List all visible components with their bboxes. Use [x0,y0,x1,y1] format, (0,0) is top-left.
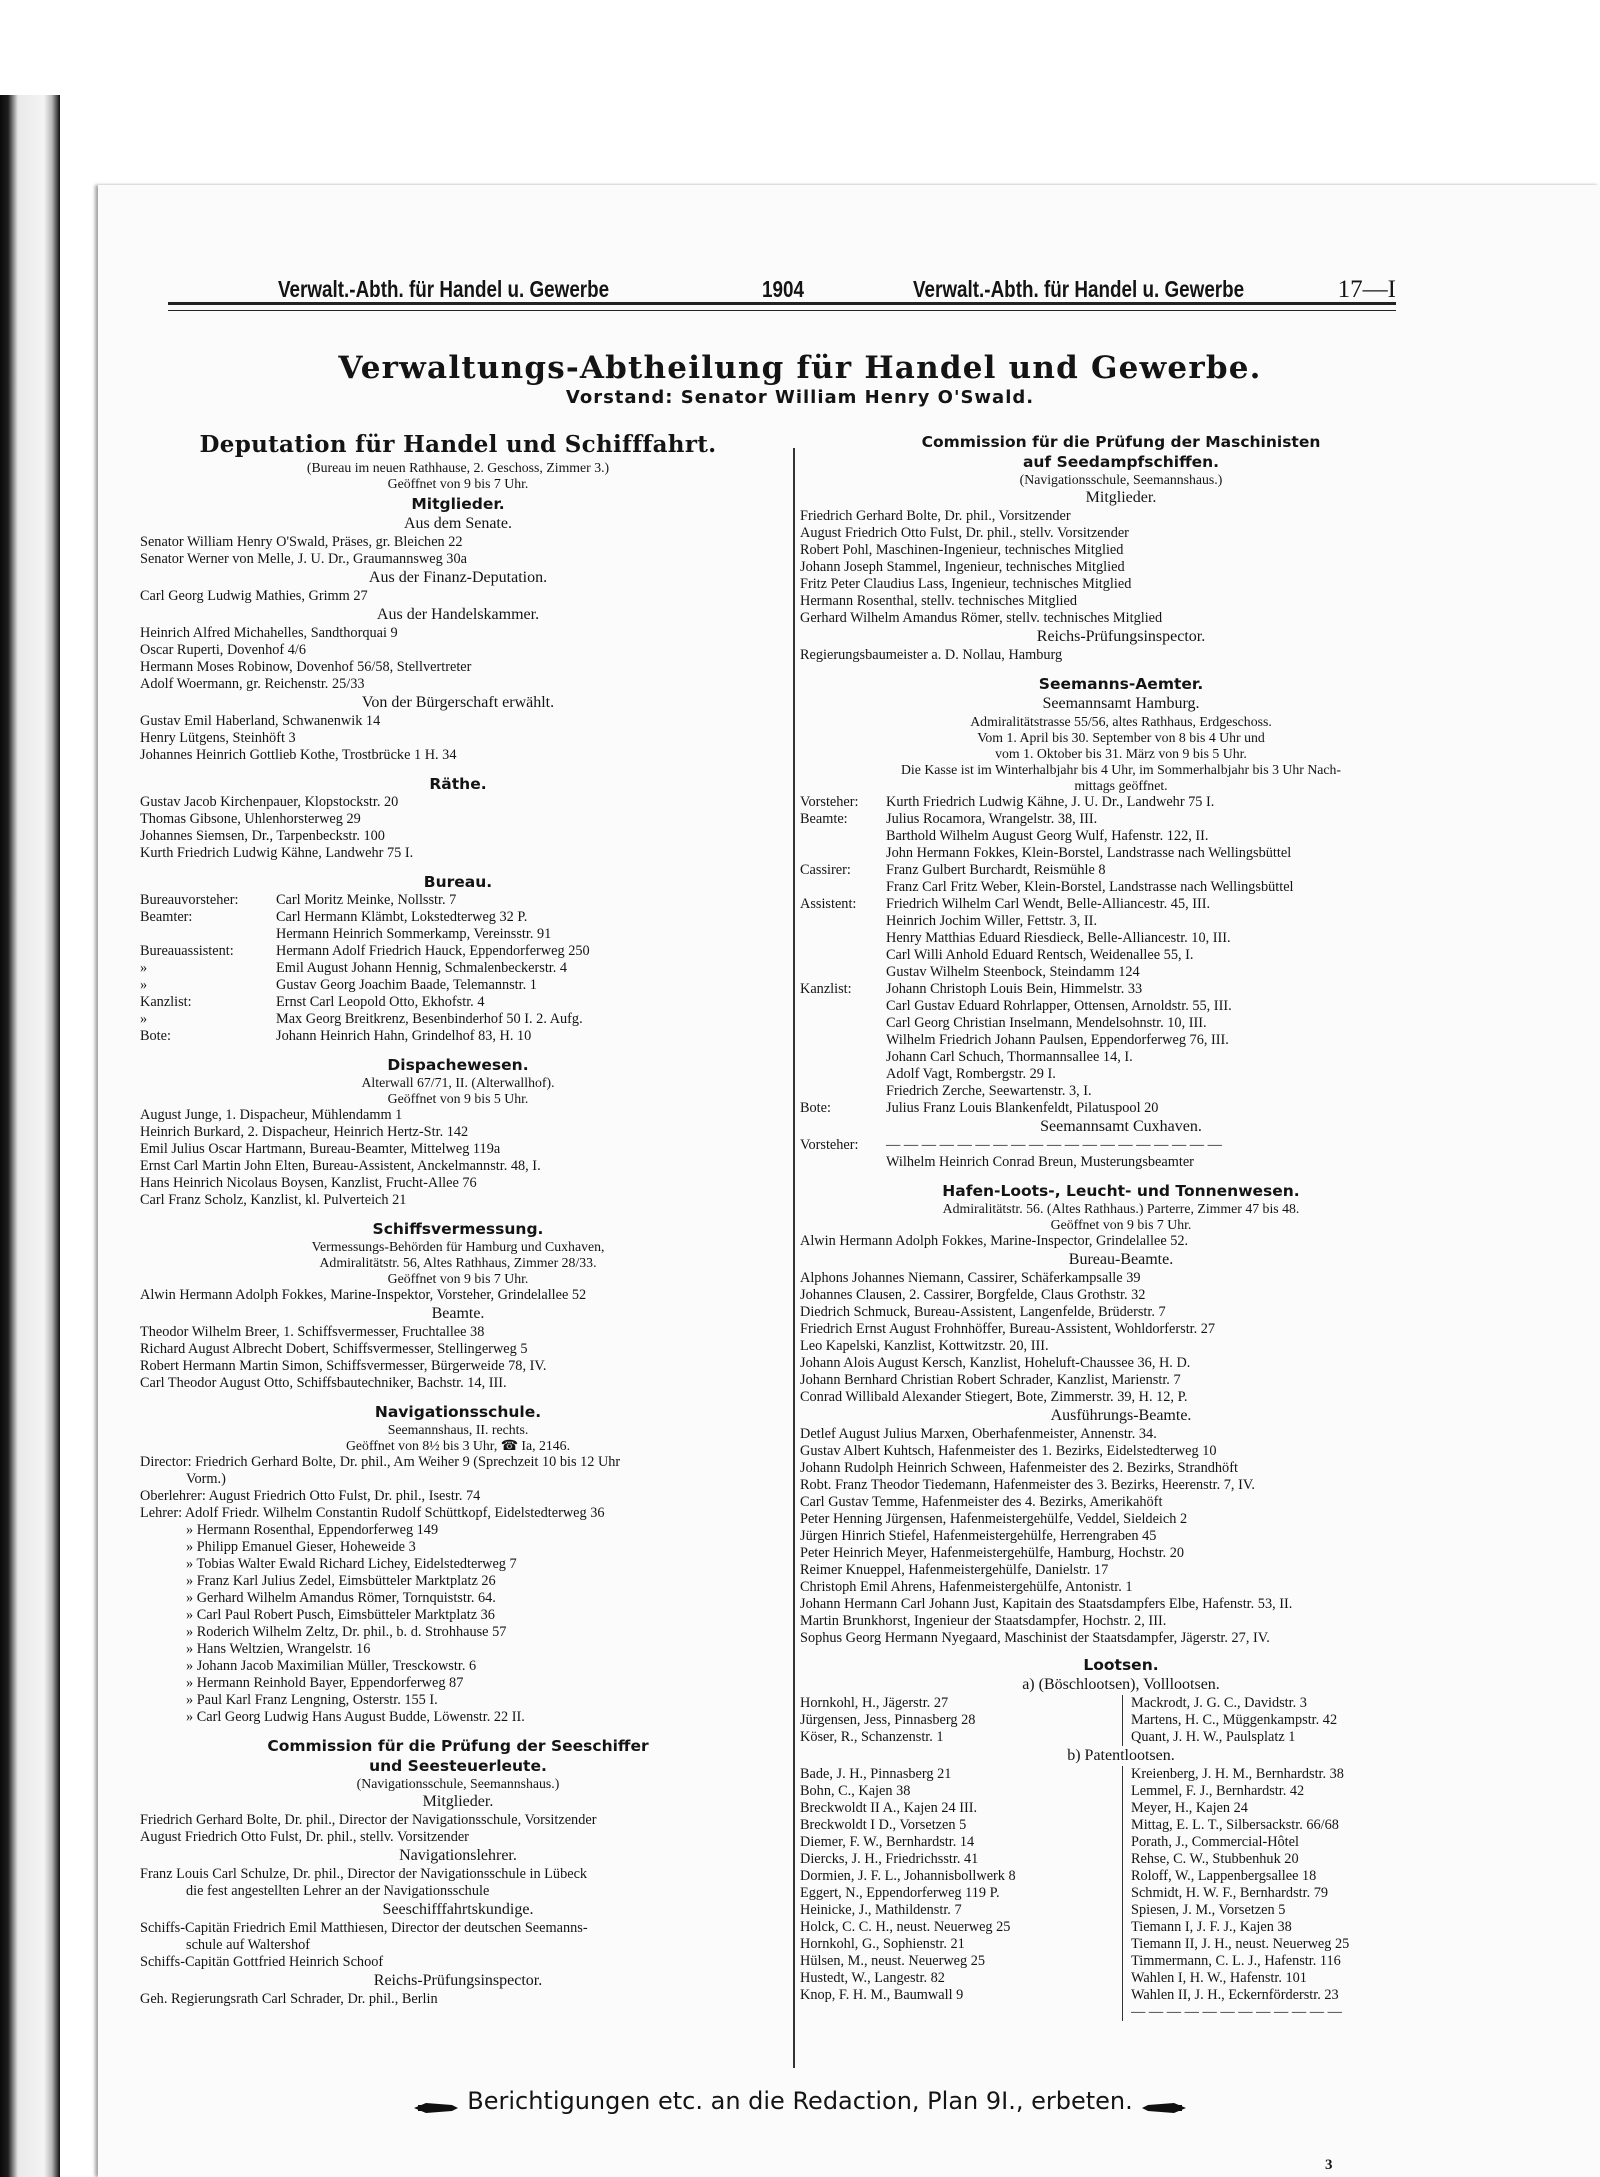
list-item: Friedrich Gerhard Bolte, Dr. phil., Vorsitzender [800,508,1071,524]
list-item: Christoph Emil Ahrens, Hafenmeistergehülfe, Antonistr. 1 [800,1579,1133,1595]
table-column [800,1695,1123,1746]
list-item: Peter Heinrich Meyer, Hafenmeistergehülfe, Hamburg, Hochstr. 20 [800,1545,1185,1561]
entry-text: Carl Hermann Klämbt, Lokstedterweg 32 P. [276,909,528,925]
entry-text: Ernst Carl Leopold Otto, Ekhofstr. 4 [276,994,485,1010]
list-item: Alphons Johannes Niemann, Cassirer, Schäferkampsalle 39 [800,1270,1141,1286]
entry-text: Kurth Friedrich Ludwig Kähne, J. U. Dr., Landwehr 75 I. [886,794,1215,810]
list-item: Kurth Friedrich Ludwig Kähne, Landwehr 75 I. [140,845,414,861]
column-divider [793,448,795,2068]
list-item: Johann Alois August Kersch, Kanzlist, Hoheluft-Chaussee 36, H. D. [800,1355,1191,1371]
list-item: Sophus Georg Hermann Nyegaard, Maschinist der Staatsdampfer, Jägerstr. 27, IV. [800,1630,1270,1646]
subheading: a) (Böschlootsen), Volllootsen. [1022,1676,1220,1693]
section-heading: Seemanns-Aemter. [1038,675,1204,693]
section-heading: Deputation für Handel und Schifffahrt. [199,431,717,458]
list-item: Adolf Woermann, gr. Reichenstr. 25/33 [140,676,365,692]
role-label: Kanzlist: [800,981,852,997]
list-item [800,845,1442,862]
subheading: Aus der Finanz-Deputation. [368,569,548,586]
role-label: Beamte: [800,811,848,827]
list-item: Schiffs-Capitän Gottfried Heinrich Schoof [140,1954,384,1970]
note: Admiralitätstr. 56, Altes Rathhaus, Zimmer 28/33. [319,1255,597,1270]
note: Geöffnet von 9 bis 5 Uhr. [387,1091,529,1106]
bureau-section [140,872,776,1045]
list-item: Gustav Jacob Kirchenpauer, Klopstockstr. 20 [140,794,399,810]
list-item: Dormien, J. F. L., Johannisbollwerk 8 [800,1868,1016,1884]
list-item: Robert Hermann Martin Simon, Schiffsvermesser, Bürgerweide 78, IV. [140,1358,547,1374]
note: mittags geöffnet. [1074,778,1168,793]
subheading: Bureau-Beamte. [1068,1251,1174,1268]
list-item: Lehrer: Adolf Friedr. Wilhelm Constantin Rudolf Schüttkopf, Eidelstedterweg 36 [140,1505,605,1521]
note: Vermessungs-Behörden für Hamburg und Cuxhaven, [311,1239,605,1254]
section-heading: Commission für die Prüfung der Maschinisten [921,433,1321,451]
note: Geöffnet von 9 bis 7 Uhr. [387,476,529,491]
entry-text: Carl Gustav Eduard Rohrlapper, Ottensen, Arnoldstr. 55, III. [886,998,1232,1014]
right-column [800,430,1442,2031]
list-item: Alwin Hermann Adolph Fokkes, Marine-Inspector, Grindelallee 52. [800,1233,1189,1249]
list-item: schule auf Waltershof [186,1937,311,1953]
subheading: Von der Bürgerschaft erwählt. [361,694,555,711]
list-item: Tiemann I, J. F. J., Kajen 38 [1131,1919,1292,1935]
seeschiffer-section [140,1736,776,2008]
subheading: Seemannsamt Cuxhaven. [1040,1118,1202,1135]
list-item: » Tobias Walter Ewald Richard Lichey, Eidelstedterweg 7 [186,1556,517,1572]
entry-text: Johann Heinrich Hahn, Grindelhof 83, H. 10 [276,1028,532,1044]
list-item: Vorm.) [186,1471,226,1487]
list-item: Roloff, W., Lappenbergsallee 18 [1131,1868,1317,1884]
list-item: Tiemann II, J. H., neust. Neuerweg 25 [1131,1936,1350,1952]
list-item: Diedrich Schmuck, Bureau-Assistent, Langenfelde, Brüderstr. 7 [800,1304,1166,1320]
list-item: Senator Werner von Melle, J. U. Dr., Graumannsweg 30a [140,551,467,567]
entry-text: Carl Moritz Meinke, Nollsstr. 7 [276,892,457,908]
list-item: Geh. Regierungsrath Carl Schrader, Dr. phil., Berlin [140,1991,438,2007]
section-heading: auf Seedampfschiffen. [1022,453,1220,471]
list-item: Fritz Peter Claudius Lass, Ingenieur, technisches Mitglied [800,576,1132,592]
role-label: » [140,977,148,993]
entry-text: Julius Franz Louis Blankenfeldt, Pilatuspool 20 [886,1100,1159,1116]
list-item [800,1137,1442,1154]
list-item: August Friedrich Otto Fulst, Dr. phil., stellv. Vorsitzender [140,1829,469,1845]
list-item: Regierungsbaumeister a. D. Nollau, Hamburg [800,647,1063,663]
list-item: Johannes Clausen, 2. Cassirer, Borgfelde, Claus Grothstr. 32 [800,1287,1146,1303]
list-item [140,909,776,926]
subheading: Mitglieder. [1085,489,1157,506]
list-item [800,879,1442,896]
list-item: Henry Lütgens, Steinhöft 3 [140,730,296,746]
schiffsvermessung-section [140,1219,776,1392]
deputation-section [140,430,776,764]
entry-text: Johann Carl Schuch, Thormannsallee 14, I. [886,1049,1133,1065]
note: (Bureau im neuen Rathhause, 2. Geschoss, Zimmer 3.) [306,460,610,475]
role-label: Vorsteher: [800,1137,859,1153]
list-item: Meyer, H., Kajen 24 [1131,1800,1248,1816]
subheading: Aus der Handelskammer. [376,606,540,623]
list-item: Richard August Albrecht Dobert, Schiffsvermesser, Stellingerweg 5 [140,1341,528,1357]
entry-text: Hermann Heinrich Sommerkamp, Vereinsstr. 91 [276,926,552,942]
list-item [140,1011,776,1028]
entry-text: Franz Gulbert Burchardt, Reismühle 8 [886,862,1106,878]
list-item [800,1032,1442,1049]
list-item: August Friedrich Otto Fulst, Dr. phil., stellv. Vorsitzender [800,525,1129,541]
note: Geöffnet von 9 bis 7 Uhr. [1050,1217,1192,1232]
list-item [800,1049,1442,1066]
list-item [140,960,776,977]
list-item: Lemmel, F. J., Bernhardstr. 42 [1131,1783,1305,1799]
subheading: Mitglieder. [422,1793,494,1810]
list-item: Reimer Knueppel, Hafenmeistergehülfe, Danielstr. 17 [800,1562,1109,1578]
subheading: Reichs-Prüfungsinspector. [373,1972,543,1989]
list-item: Robert Pohl, Maschinen-Ingenieur, technisches Mitglied [800,542,1124,558]
list-item: Johannes Siemsen, Dr., Tarpenbeckstr. 100 [140,828,385,844]
list-item [800,913,1442,930]
list-item: Bohn, C., Kajen 38 [800,1783,911,1799]
note: Admiralitätstr. 56. (Altes Rathhaus.) Parterre, Zimmer 47 bis 48. [942,1201,1300,1216]
note: Geöffnet von 9 bis 7 Uhr. [387,1271,529,1286]
list-item: Carl Franz Scholz, Kanzlist, kl. Pulverteich 21 [140,1192,407,1208]
list-item [800,896,1442,913]
entry-text: Franz Carl Fritz Weber, Klein-Borstel, Landstrasse nach Wellingsbüttel [886,879,1294,895]
entry-text: Carl Georg Christian Inselmann, Mendelsohnstr. 10, III. [886,1015,1207,1031]
page-number: 3 [1325,2157,1333,2173]
role-label: Bote: [140,1028,171,1044]
list-item: » Hermann Rosenthal, Eppendorferweg 149 [186,1522,439,1538]
role-label: » [140,1011,148,1027]
role-label: Kanzlist: [140,994,192,1010]
note: Vom 1. April bis 30. September von 8 bis 4 Uhr und [977,730,1265,745]
section-heading: Hafen-Loots-, Leucht- und Tonnenwesen. [942,1182,1300,1200]
list-item: Jürgensen, Jess, Pinnasberg 28 [800,1712,976,1728]
seemannsaemter-section [800,674,1442,1171]
list-item: » Carl Georg Ludwig Hans August Budde, Löwenstr. 22 II. [186,1709,525,1725]
list-item: Jürgen Hinrich Stiefel, Hafenmeistergehülfe, Herrengraben 45 [800,1528,1157,1544]
list-item [140,977,776,994]
entry-text: Gustav Georg Joachim Baade, Telemannstr. 1 [276,977,537,993]
list-item [800,811,1442,828]
entry-text: Adolf Vagt, Rombergstr. 29 I. [886,1066,1056,1082]
footer-text: Berichtigungen etc. an die Redaction, Plan 9I., erbeten. [467,2087,1133,2115]
entry-text: Heinrich Jochim Willer, Fettstr. 3, II. [886,913,1098,929]
role-label: Bote: [800,1100,831,1116]
list-item: Heinicke, J., Mathildenstr. 7 [800,1902,962,1918]
list-item: Wahlen II, J. H., Eckernförderstr. 23 [1131,1987,1339,2003]
section-heading: Navigationsschule. [374,1403,542,1421]
list-item [140,892,776,909]
entry-text: Barthold Wilhelm August Georg Wulf, Hafenstr. 122, II. [886,828,1209,844]
list-item: Bade, J. H., Pinnasberg 21 [800,1766,952,1782]
list-item: Breckwoldt II A., Kajen 24 III. [800,1800,978,1816]
page-subtitle: Vorstand: Senator William Henry O'Swald. [565,387,1035,408]
page-title: Verwaltungs-Abtheilung für Handel und Gewerbe. [338,350,1262,386]
list-item: Hustedt, W., Langestr. 82 [800,1970,945,1986]
header-rule [168,302,1396,311]
list-item: die fest angestellten Lehrer an der Navigationsschule [186,1883,490,1899]
list-item: Heinrich Alfred Michahelles, Sandthorquai 9 [140,625,398,641]
list-item: Mittag, E. L. T., Silbersackstr. 66/68 [1131,1817,1339,1833]
subheading: Aus dem Senate. [404,515,512,532]
list-item [800,947,1442,964]
list-item [800,930,1442,947]
list-item: Leo Kapelski, Kanzlist, Kottwitzstr. 20, III. [800,1338,1049,1354]
list-item: Franz Louis Carl Schulze, Dr. phil., Director der Navigationsschule in Lübeck [140,1866,588,1882]
list-item: Hermann Moses Robinow, Dovenhof 56/58, Stellvertreter [140,659,472,675]
note: (Navigationsschule, Seemannshaus.) [1019,472,1223,487]
entry-text: Wilhelm Heinrich Conrad Breun, Musterungsbeamter [886,1154,1194,1170]
list-item: Senator William Henry O'Swald, Präses, gr. Bleichen 22 [140,534,463,550]
list-item: Porath, J., Commercial-Hôtel [1131,1834,1299,1850]
subheading: Mitglieder. [411,495,505,513]
list-item: Timmermann, C. L. J., Hafenstr. 116 [1131,1953,1341,1969]
entry-text: Max Georg Breitkrenz, Besenbinderhof 50 I. 2. Aufg. [276,1011,583,1027]
list-item: Spiesen, J. M., Vorsetzen 5 [1131,1902,1286,1918]
pointing-hand-icon [412,2094,460,2110]
subheading: b) Patentlootsen. [1067,1747,1175,1764]
list-item [800,862,1442,879]
list-item: Director: Friedrich Gerhard Bolte, Dr. phil., Am Weiher 9 (Sprechzeit 10 bis 12 Uhr [140,1454,621,1470]
maschinisten-section [800,432,1442,664]
list-item [800,828,1442,845]
list-item: Johann Bernhard Christian Robert Schrader, Kanzlist, Marienstr. 7 [800,1372,1181,1388]
list-item: Wahlen I, H. W., Hafenstr. 101 [1131,1970,1307,1986]
list-item: Martens, H. C., Müggenkampstr. 42 [1131,1712,1338,1728]
subheading: Ausführungs-Beamte. [1050,1407,1192,1424]
list-item: Köser, R., Schanzenstr. 1 [800,1729,944,1745]
entry-text: Johann Christoph Louis Bein, Himmelstr. 33 [886,981,1143,997]
list-item [800,794,1442,811]
entry-text: Gustav Wilhelm Steenbock, Steindamm 124 [886,964,1140,980]
list-item: Johann Hermann Carl Johann Just, Kapitain des Staatsdampfers Elbe, Hafenstr. 53, II. [800,1596,1293,1612]
list-item: Theodor Wilhelm Breer, 1. Schiffsvermesser, Fruchtallee 38 [140,1324,485,1340]
boeschlootsen-table [800,1695,1442,1746]
entry-text: Friedrich Wilhelm Carl Wendt, Belle-Alliancestr. 45, III. [886,896,1211,912]
header-page: 17—I [1337,276,1396,303]
list-item: Gustav Emil Haberland, Schwanenwik 14 [140,713,381,729]
note: vom 1. Oktober bis 31. März von 9 bis 5 Uhr. [995,746,1247,761]
list-item: Thomas Gibsone, Uhlenhorsterweg 29 [140,811,361,827]
hafen-section [800,1181,1442,2021]
list-item [800,1015,1442,1032]
entry-text: Wilhelm Friedrich Johann Paulsen, Eppendorferweg 76, III. [886,1032,1229,1048]
list-item: Alwin Hermann Adolph Fokkes, Marine-Inspektor, Vorsteher, Grindelallee 52 [140,1287,587,1303]
entry-text: — — — — — — — — — — — — — — — — — — — [886,1137,1222,1153]
list-item: Carl Georg Ludwig Mathies, Grimm 27 [140,588,368,604]
list-item: Peter Henning Jürgensen, Hafenmeistergehülfe, Veddel, Sieldeich 2 [800,1511,1188,1527]
subheading: Lootsen. [1083,1656,1159,1674]
list-item: Johann Joseph Stammel, Ingenieur, technisches Mitglied [800,559,1125,575]
list-item: August Junge, 1. Dispacheur, Mühlendamm 1 [140,1107,403,1123]
section-heading: Räthe. [429,775,487,793]
list-item [800,1100,1442,1117]
list-item: Diercks, J. H., Friedrichsstr. 41 [800,1851,979,1867]
list-item: Hermann Rosenthal, stellv. technisches Mitglied [800,593,1078,609]
list-item: Carl Gustav Temme, Hafenmeister des 4. Bezirks, Amerikahöft [800,1494,1163,1510]
list-item: » Philipp Emanuel Gieser, Hoheweide 3 [186,1539,416,1555]
list-item: Conrad Willibald Alexander Stiegert, Bote, Zimmerstr. 39, H. 12, P. [800,1389,1188,1405]
note: Die Kasse ist im Winterhalbjahr bis 4 Uhr, im Sommerhalbjahr bis 3 Uhr Nach- [900,762,1342,777]
section-heading: Bureau. [423,873,493,891]
entry-text: Julius Rocamora, Wrangelstr. 38, III. [886,811,1098,827]
raethe-section [140,774,776,862]
section-heading: Schiffsvermessung. [372,1220,544,1238]
list-item: Gustav Albert Kuhtsch, Hafenmeister des 1. Bezirks, Eidelstedterweg 10 [800,1443,1217,1459]
list-item: Emil Julius Oscar Hartmann, Bureau-Beamter, Mittelweg 119a [140,1141,501,1157]
list-item: Schmidt, H. W. F., Bernhardstr. 79 [1131,1885,1329,1901]
dispache-section [140,1055,776,1209]
footer-notice [0,2087,1600,2115]
list-item [140,1028,776,1045]
list-item: Holck, C. C. H., neust. Neuerweg 25 [800,1919,1011,1935]
list-item: Hornkohl, H., Jägerstr. 27 [800,1695,949,1711]
list-item: Breckwoldt I D., Vorsetzen 5 [800,1817,967,1833]
list-item: Johann Rudolph Heinrich Schween, Hafenmeister des 2. Bezirks, Strandhöft [800,1460,1238,1476]
list-item [140,943,776,960]
header-left: Verwalt.-Abth. für Handel u. Gewerbe [278,276,610,302]
list-item: » Hans Weltzien, Wrangelstr. 16 [186,1641,371,1657]
list-item: Oscar Ruperti, Dovenhof 4/6 [140,642,306,658]
list-item: Martin Brunkhorst, Ingenieur der Staatsdampfer, Hochstr. 2, III. [800,1613,1167,1629]
note: Alterwall 67/71, II. (Alterwallhof). [361,1075,555,1090]
list-item [800,998,1442,1015]
patentlootsen-table [800,1766,1442,2021]
list-item [140,926,776,943]
list-item: Friedrich Gerhard Bolte, Dr. phil., Director der Navigationsschule, Vorsitzender [140,1812,597,1828]
list-item: Johannes Heinrich Gottlieb Kothe, Trostbrücke 1 H. 34 [140,747,457,763]
subheading: Navigationslehrer. [399,1847,517,1864]
list-item: Hornkohl, G., Sophienstr. 21 [800,1936,965,1952]
subheading: Seeschifffahrtskundige. [382,1901,534,1918]
list-item [140,994,776,1011]
list-item: » Franz Karl Julius Zedel, Eimsbütteler Marktplatz 26 [186,1573,496,1589]
subheading: Beamte. [431,1305,485,1322]
list-item: Friedrich Ernst August Frohnhöffer, Bureau-Assistent, Wohldorferstr. 27 [800,1321,1216,1337]
role-label: Bureauvorsteher: [140,892,239,908]
role-label: Cassirer: [800,862,851,878]
entry-text: Friedrich Zerche, Seewartenstr. 3, I. [886,1083,1092,1099]
list-item: » Johann Jacob Maximilian Müller, Tresckowstr. 6 [186,1658,477,1674]
navigationsschule-section [140,1402,776,1726]
note: (Navigationsschule, Seemannshaus.) [356,1776,560,1791]
list-item: Mackrodt, J. G. C., Davidstr. 3 [1131,1695,1307,1711]
role-label: Vorsteher: [800,794,859,810]
list-item: Rehse, C. W., Stubbenhuk 20 [1131,1851,1299,1867]
list-item: Detlef August Julius Marxen, Oberhafenmeister, Annenstr. 34. [800,1426,1157,1442]
list-item: Heinrich Burkard, 2. Dispacheur, Heinrich Hertz-Str. 142 [140,1124,469,1140]
list-item: Carl Theodor August Otto, Schiffsbautechniker, Bachstr. 14, III. [140,1375,507,1391]
list-item [800,964,1442,981]
note: Seemannshaus, II. rechts. [387,1422,529,1437]
section-heading: und Seesteuerleute. [369,1757,547,1775]
list-item: Kreienberg, J. H. M., Bernhardstr. 38 [1131,1766,1344,1782]
note: Admiralitätstrasse 55/56, altes Rathhaus, Erdgeschoss. [970,714,1272,729]
table-column [1123,1695,1337,1746]
list-item: Quant, J. H. W., Paulsplatz 1 [1131,1729,1296,1745]
list-item: Hans Heinrich Nicolaus Boysen, Kanzlist, Frucht-Allee 76 [140,1175,477,1191]
list-item: » Roderich Wilhelm Zeltz, Dr. phil., b. d. Strohhause 57 [186,1624,507,1640]
role-label: Assistent: [800,896,857,912]
list-item: Ernst Carl Martin John Elten, Bureau-Assistent, Anckelmannstr. 48, I. [140,1158,541,1174]
list-item: Knop, F. H. M., Baumwall 9 [800,1987,964,2003]
header-year: 1904 [762,276,804,302]
entry-text: Carl Willi Anhold Eduard Rentsch, Weidenallee 55, I. [886,947,1194,963]
list-item: Schiffs-Capitän Friedrich Emil Matthiesen, Director der deutschen Seemanns- [140,1920,588,1936]
subheading: Seemannsamt Hamburg. [1042,695,1200,712]
list-item: » Carl Paul Robert Pusch, Eimsbütteler Marktplatz 36 [186,1607,495,1623]
entry-text: Hermann Adolf Friedrich Hauck, Eppendorferweg 250 [276,943,590,959]
list-item [800,981,1442,998]
list-item: » Hermann Reinhold Bayer, Eppendorferweg 87 [186,1675,464,1691]
list-item: » Gerhard Wilhelm Amandus Römer, Tornquiststr. 64. [186,1590,496,1606]
entry-text: Emil August Johann Hennig, Schmalenbeckerstr. 4 [276,960,568,976]
list-item: Oberlehrer: August Friedrich Otto Fulst, Dr. phil., Isestr. 74 [140,1488,481,1504]
section-heading: Dispachewesen. [387,1056,529,1074]
entry-text: John Hermann Fokkes, Klein-Borstel, Landstrasse nach Wellingsbüttel [886,845,1292,861]
subheading: Reichs-Prüfungsinspector. [1036,628,1206,645]
table-column [1123,1766,1349,2021]
list-item: Hülsen, M., neust. Neuerweg 25 [800,1953,986,1969]
list-item: Diemer, F. W., Bernhardstr. 14 [800,1834,975,1850]
list-item: Robt. Franz Theodor Tiedemann, Hafenmeister des 3. Bezirks, Heerenstr. 7, IV. [800,1477,1255,1493]
list-item: Eggert, N., Eppendorferweg 119 P. [800,1885,1000,1901]
entry-text: Henry Matthias Eduard Riesdieck, Belle-Alliancestr. 10, III. [886,930,1231,946]
list-item: » Paul Karl Franz Lengning, Osterstr. 155 I. [186,1692,438,1708]
left-column [140,430,776,2018]
table-column [800,1766,1123,2021]
header-right: Verwalt.-Abth. für Handel u. Gewerbe [913,276,1245,302]
list-item: — — — — — — — — — — — — [1131,2004,1342,2020]
list-item [800,1083,1442,1100]
section-heading: Commission für die Prüfung der Seeschiffer [267,1737,649,1755]
list-item [800,1154,1442,1171]
role-label: Beamter: [140,909,193,925]
pointing-hand-icon [1140,2094,1188,2110]
role-label: Bureauassistent: [140,943,234,959]
role-label: » [140,960,148,976]
list-item [800,1066,1442,1083]
note: Geöffnet von 8½ bis 3 Uhr, ☎ Ia, 2146. [345,1438,571,1453]
list-item: Gerhard Wilhelm Amandus Römer, stellv. technisches Mitglied [800,610,1163,626]
